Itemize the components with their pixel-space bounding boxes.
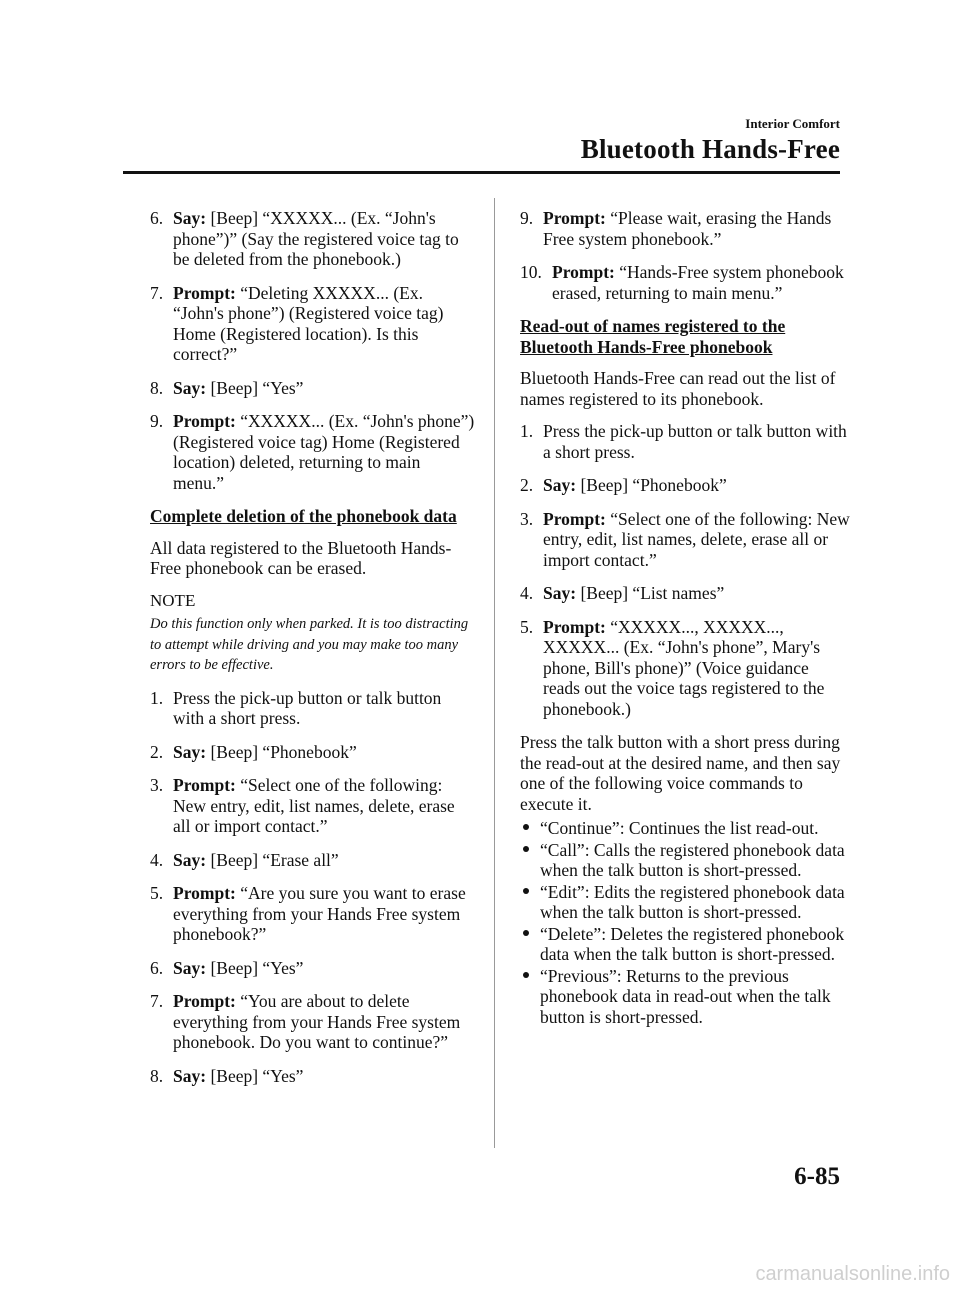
section-label: Interior Comfort: [745, 116, 840, 131]
section-heading-complete-deletion: Complete deletion of the phonebook data: [150, 506, 457, 526]
bullet-icon: [523, 888, 529, 894]
note-text: Do this function only when parked. It is too distracting to attempt while driving and you may make too many errors to be effective.: [150, 616, 469, 673]
steps-delete-entry: [150, 208, 475, 493]
steps-read-out: [520, 421, 850, 719]
bullet-icon: [523, 972, 529, 978]
page-title: Bluetooth Hands-Free: [580, 134, 840, 164]
steps-erase-all: [150, 688, 475, 1087]
step-item: 4. Say: [Beep] “List names”: [520, 583, 725, 603]
step-item: 7. Prompt: “Deleting XXXXX... (Ex. “John's phone”) (Registered voice tag) Home (Registered location). Is this correct?”: [150, 282, 444, 364]
list-item: “Previous”: Returns to the previous phonebook data in read-out when the talk button is short-pressed.: [520, 966, 850, 1028]
step-item: 1. Press the pick-up button or talk button with a short press.: [520, 421, 847, 462]
step-item: 9. Prompt: “Please wait, erasing the Hands Free system phonebook.”: [520, 208, 832, 249]
step-item: 4. Say: [Beep] “Erase all”: [150, 849, 339, 870]
list-item: “Continue”: Continues the list read-out.: [520, 818, 850, 839]
intro-paragraph: Bluetooth Hands-Free can read out the list of names registered to its phonebook.: [520, 368, 836, 409]
bullet-icon: [523, 930, 529, 936]
step-item: 6. Say: [Beep] “Yes”: [150, 957, 304, 978]
step-item: 8. Say: [Beep] “Yes”: [150, 1065, 304, 1086]
intro-paragraph: All data registered to the Bluetooth Hands-Free phonebook can be erased.: [150, 537, 452, 578]
note-label: NOTE: [150, 590, 196, 610]
step-item: 3. Prompt: “Select one of the following: New entry, edit, list names, delete, erase all or import contact.”: [520, 508, 850, 570]
step-item: 2. Say: [Beep] “Phonebook”: [150, 741, 357, 762]
step-item: 3. Prompt: “Select one of the following: New entry, edit, list names, delete, erase all or import contact.”: [150, 775, 455, 836]
bullet-icon: [523, 824, 529, 830]
step-item: 5. Prompt: “Are you sure you want to erase everything from your Hands Free system phonebook?”: [150, 883, 466, 944]
watermark: carmanualsonline.info: [755, 1263, 950, 1285]
step-item: 5. Prompt: “XXXXX..., XXXXX..., XXXXX... (Ex. “John's phone”, Mary's phone, Bill's phone)” (Voice guidance reads out the voice tags registered to the phonebook.): [520, 616, 825, 719]
list-item: “Edit”: Edits the registered phonebook data when the talk button is short-pressed.: [520, 882, 850, 923]
step-item: 6. Say: [Beep] “XXXXX... (Ex. “John's phone”)” (Say the registered voice tag to be deleted from the phonebook.): [150, 208, 459, 269]
commands-paragraph: Press the talk button with a short press during the read-out at the desired name, and then say one of the following voice commands to execute it.: [520, 732, 841, 814]
step-item: 7. Prompt: “You are about to delete everything from your Hands Free system phonebook. Do you want to continue?”: [150, 991, 461, 1052]
right-column: [520, 208, 850, 1028]
list-item: “Delete”: Deletes the registered phonebook data when the talk button is short-pressed.: [520, 924, 850, 965]
page-number: 6-85: [794, 1163, 840, 1190]
step-item: 10. Prompt: “Hands-Free system phonebook erased, returning to main menu.”: [520, 262, 844, 303]
bullet-icon: [523, 846, 529, 852]
step-item: 2. Say: [Beep] “Phonebook”: [520, 475, 727, 495]
step-item: 1. Press the pick-up button or talk button with a short press.: [150, 687, 442, 728]
voice-command-list: [520, 818, 850, 1027]
step-item: 8. Say: [Beep] “Yes”: [150, 377, 304, 398]
step-item: 9. Prompt: “XXXXX... (Ex. “John's phone”) (Registered voice tag) Home (Registered location) deleted, returning to main menu.”: [150, 411, 475, 493]
section-heading-read-out: Read-out of names registered to the Bluetooth Hands-Free phonebook: [520, 316, 786, 357]
header-divider: [123, 171, 840, 174]
left-column: [150, 208, 475, 1099]
column-divider: [494, 198, 495, 1148]
list-item: “Call”: Calls the registered phonebook data when the talk button is short-pressed.: [520, 840, 850, 881]
steps-erase-all-continued: [520, 208, 850, 303]
